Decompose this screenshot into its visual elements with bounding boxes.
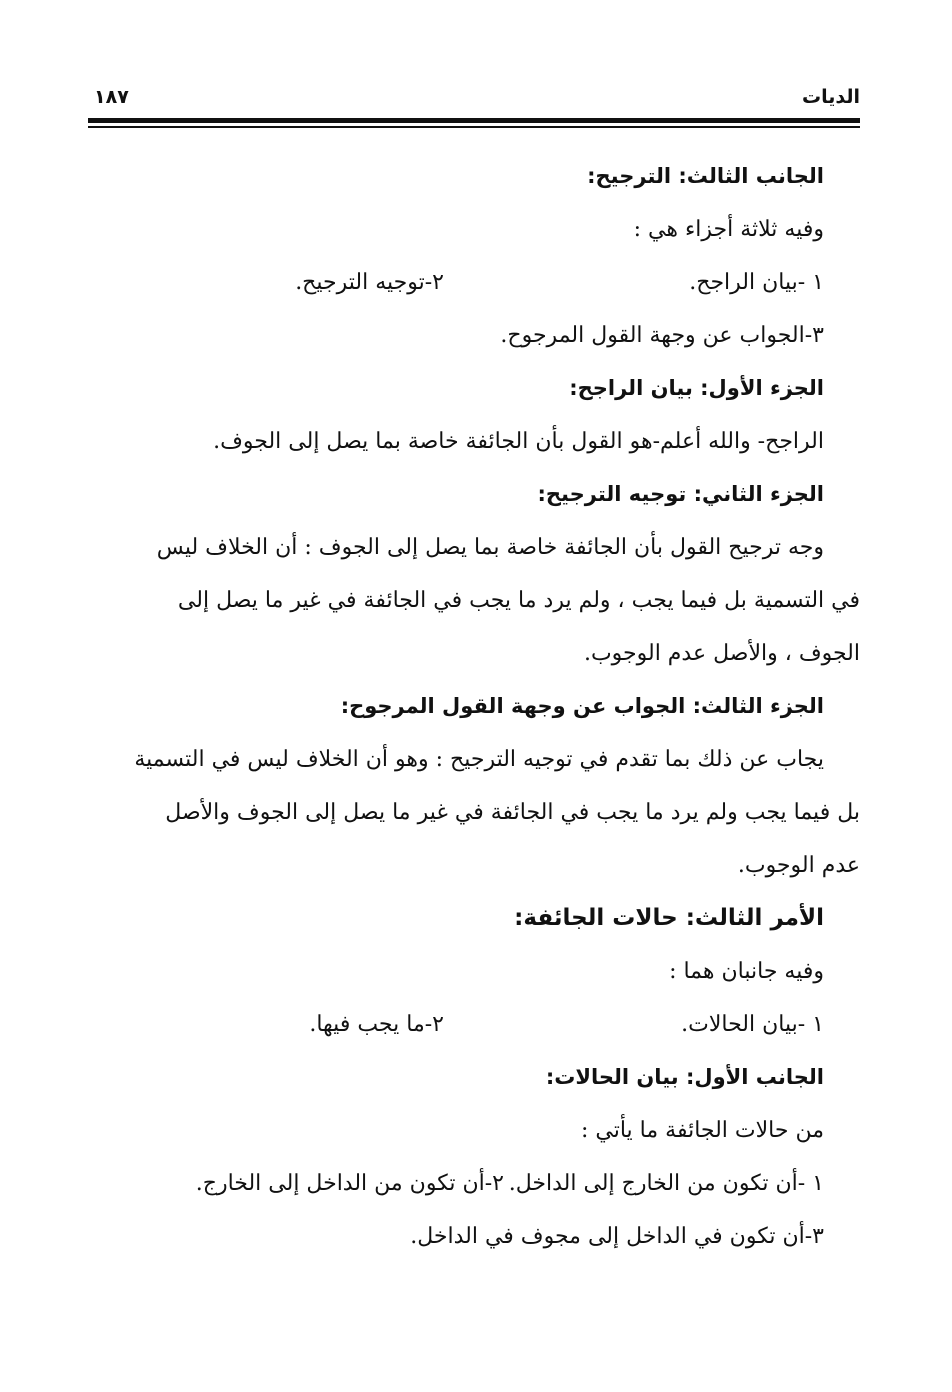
list-row bbox=[88, 1157, 824, 1210]
list-item: ٢-أن تكون من الداخل إلى الخارج. bbox=[195, 1171, 504, 1196]
section-heading: الجانب الأول: بيان الحالات: bbox=[545, 1065, 824, 1089]
section-heading: الأمر الثالث: حالات الجائفة: bbox=[514, 905, 824, 931]
list-item: ١ -أن تكون من الخارج إلى الداخل. bbox=[508, 1171, 824, 1196]
list-item: ٣-أن تكون في الداخل إلى مجوف في الداخل. bbox=[410, 1224, 824, 1249]
list-item: ٣-الجواب عن وجهة القول المرجوح. bbox=[500, 323, 824, 348]
paragraph: من حالات الجائفة ما يأتي : bbox=[580, 1118, 824, 1143]
section-heading: الجزء الأول: بيان الراجح: bbox=[569, 376, 824, 400]
paragraph: وفيه جانبان هما : bbox=[669, 959, 824, 984]
paragraph-line: في التسمية بل فيما يجب ، ولم يرد ما يجب في الجائفة في غير ما يصل إلى bbox=[177, 588, 860, 613]
page-number: ١٨٧ bbox=[94, 86, 129, 108]
list-row bbox=[88, 998, 824, 1051]
paragraph-line: الجوف ، والأصل عدم الوجوب. bbox=[583, 641, 860, 666]
list-row bbox=[88, 256, 824, 309]
page-body bbox=[88, 150, 860, 1263]
paragraph-line: عدم الوجوب. bbox=[737, 853, 860, 878]
running-header bbox=[88, 86, 860, 114]
paragraph: الراجح- والله أعلم-هو القول بأن الجائفة خاصة بما يصل إلى الجوف. bbox=[213, 429, 824, 454]
list-item: ٢-توجيه الترجيح. bbox=[295, 270, 444, 295]
paragraph-line: وجه ترجيح القول بأن الجائفة خاصة بما يصل إلى الجوف : أن الخلاف ليس bbox=[156, 535, 824, 560]
header-rule-thin bbox=[88, 126, 860, 128]
paragraph: وفيه ثلاثة أجزاء هي : bbox=[633, 217, 824, 242]
list-item: ٢-ما يجب فيها. bbox=[309, 1012, 444, 1037]
section-heading: الجزء الثالث: الجواب عن وجهة القول المرجوح: bbox=[340, 694, 824, 718]
list-item: ١ -بيان الراجح. bbox=[689, 270, 824, 295]
list-item: ١ -بيان الحالات. bbox=[681, 1012, 824, 1037]
paragraph-line: يجاب عن ذلك بما تقدم في توجيه الترجيح : وهو أن الخلاف ليس في التسمية bbox=[134, 747, 824, 772]
paragraph-line: بل فيما يجب ولم يرد ما يجب في الجائفة في غير ما يصل إلى الجوف والأصل bbox=[165, 800, 860, 825]
section-heading: الجزء الثاني: توجيه الترجيح: bbox=[537, 482, 824, 506]
header-rule-thick bbox=[88, 118, 860, 123]
section-heading: الجانب الثالث: الترجيح: bbox=[587, 164, 824, 188]
chapter-title: الديات bbox=[802, 86, 860, 108]
